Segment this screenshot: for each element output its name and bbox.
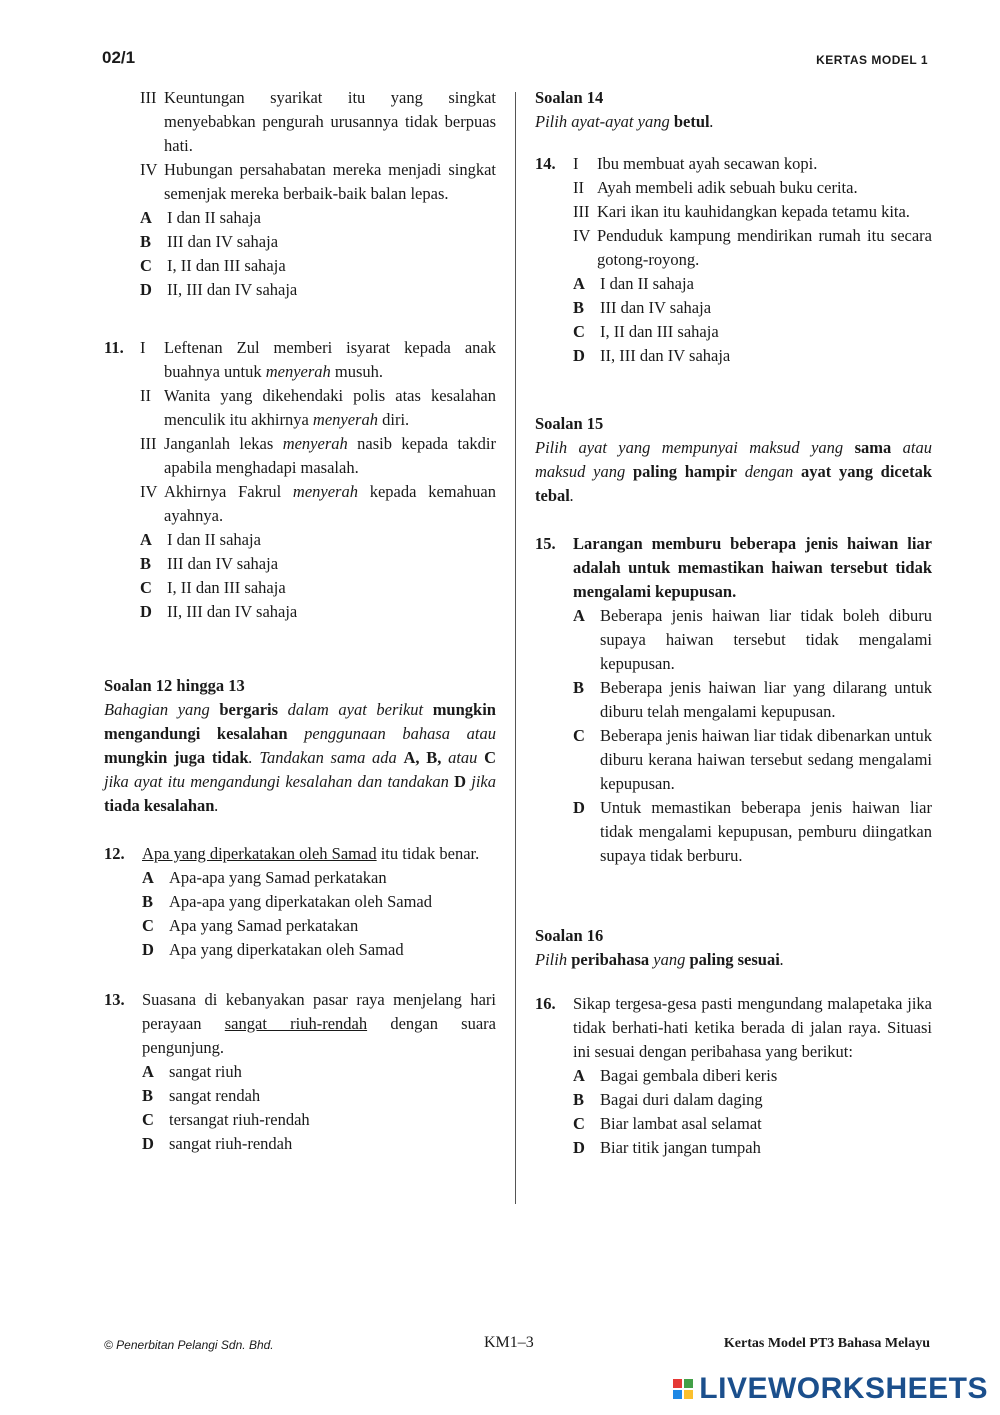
- answer-option-a[interactable]: A Beberapa jenis haiwan liar tidak boleh diburu supaya haiwan tersebut tidak mengalami kepupusan.: [573, 606, 932, 673]
- roman-item: II Ayah membeli adik sebuah buku cerita.: [573, 178, 858, 197]
- answer-option-b[interactable]: B III dan IV sahaja: [140, 554, 279, 573]
- roman-item: IV Penduduk kampung mendirikan rumah itu secara gotong-royong.: [573, 226, 932, 269]
- section-title: Soalan 15: [535, 414, 604, 433]
- answer-option-c[interactable]: C tersangat riuh-rendah: [142, 1110, 310, 1129]
- question-stem: Sikap tergesa-gesa pasti mengundang malapetaka jika tidak berhati-hati ketika berada di jalan raya. Situasi ini sesuai dengan peribahasa yang berikut:: [573, 994, 932, 1061]
- answer-option-d[interactable]: D Untuk memastikan beberapa jenis haiwan liar tidak mengalami kepupusan, pemburu diingatkan supaya tidak berburu.: [573, 798, 932, 865]
- answer-option-a[interactable]: A I dan II sahaja: [140, 208, 261, 227]
- roman-item: I Ibu membuat ayah secawan kopi.: [573, 154, 818, 173]
- section-instructions: Pilih ayat-ayat yang betul.: [535, 112, 714, 131]
- roman-item: I Leftenan Zul memberi isyarat kepada anak buahnya untuk menyerah musuh.: [140, 338, 496, 381]
- question-number: 14.: [535, 154, 556, 173]
- answer-option-d[interactable]: D Apa yang diperkatakan oleh Samad: [142, 940, 404, 959]
- answer-option-c[interactable]: C Biar lambat asal selamat: [573, 1114, 762, 1133]
- logo-square: [673, 1379, 682, 1388]
- question-15: [535, 532, 932, 868]
- section-instructions: Bahagian yang bergaris dalam ayat berikut mungkin mengandungi kesalahan penggunaan bahasa atau mungkin juga tidak. Tandakan sama ada A, B, atau C jika ayat itu mengandungi kesalahan dan tandakan D jika tiada kesalahan.: [104, 700, 497, 815]
- answer-option-c[interactable]: C Apa yang Samad perkatakan: [142, 916, 359, 935]
- answer-option-a[interactable]: A I dan II sahaja: [573, 274, 694, 293]
- footer-publisher: © Penerbitan Pelangi Sdn. Bhd.: [104, 1338, 274, 1352]
- answer-option-a[interactable]: A sangat riuh: [142, 1062, 242, 1081]
- question-number: 11.: [104, 338, 124, 357]
- question-stem: Suasana di kebanyakan pasar raya menjelang hari perayaan sangat riuh-rendah dengan suara pengunjung.: [142, 990, 496, 1057]
- answer-option-d[interactable]: D II, III dan IV sahaja: [573, 346, 731, 365]
- answer-option-d[interactable]: D II, III dan IV sahaja: [140, 602, 298, 621]
- section-16-instructions: [535, 924, 932, 972]
- liveworksheets-watermark: [673, 1372, 988, 1406]
- answer-option-a[interactable]: A I dan II sahaja: [140, 530, 261, 549]
- liveworksheets-logo-icon: [673, 1379, 693, 1399]
- right-column: [535, 86, 932, 1160]
- answer-option-c[interactable]: C Beberapa jenis haiwan liar tidak dibenarkan untuk diburu kerana haiwan tersebut sedang mengalami kepupusan.: [573, 726, 932, 793]
- logo-square: [684, 1390, 693, 1399]
- answer-option-b[interactable]: B Apa-apa yang diperkatakan oleh Samad: [142, 892, 432, 911]
- left-column: [104, 86, 496, 1156]
- answer-option-a[interactable]: A Apa-apa yang Samad perkatakan: [142, 868, 387, 887]
- paper-code: 02/1: [102, 48, 136, 67]
- question-number: 16.: [535, 994, 556, 1013]
- question-stem: Larangan memburu beberapa jenis haiwan liar adalah untuk memastikan haiwan tersebut tidak mengalami kepupusan.: [573, 534, 932, 601]
- section-title: Soalan 16: [535, 926, 604, 945]
- question-14: [535, 152, 932, 368]
- watermark-text: LIVEWORKSHEETS: [699, 1372, 988, 1405]
- answer-option-b[interactable]: B III dan IV sahaja: [573, 298, 712, 317]
- answer-option-d[interactable]: D II, III dan IV sahaja: [140, 280, 298, 299]
- answer-option-a[interactable]: A Bagai gembala diberi keris: [573, 1066, 778, 1085]
- roman-item: III Keuntungan syarikat itu yang singkat menyebabkan pengurah urusannya tidak berpuas hati.: [140, 88, 496, 155]
- roman-item: II Wanita yang dikehendaki polis atas kesalahan menculik itu akhirnya menyerah diri.: [140, 386, 496, 429]
- section-title: Soalan 12 hingga 13: [104, 676, 245, 695]
- footer-book-title: Kertas Model PT3 Bahasa Melayu: [723, 1336, 930, 1351]
- paper-title: KERTAS MODEL 1: [816, 53, 928, 67]
- answer-option-b[interactable]: B Beberapa jenis haiwan liar yang dilarang untuk diburu telah mengalami kepupusan.: [573, 678, 932, 721]
- section-12-13-instructions: [104, 674, 496, 818]
- column-divider: [515, 92, 516, 1204]
- question-16: [535, 992, 932, 1160]
- answer-option-d[interactable]: D sangat riuh-rendah: [142, 1134, 293, 1153]
- roman-item: IV Akhirnya Fakrul menyerah kepada kemahuan ayahnya.: [140, 482, 496, 525]
- question-13: [104, 988, 496, 1156]
- question-stem: Apa yang diperkatakan oleh Samad itu tidak benar.: [142, 844, 480, 863]
- answer-option-d[interactable]: D Biar titik jangan tumpah: [573, 1138, 761, 1157]
- section-title: Soalan 14: [535, 88, 604, 107]
- section-instructions: Pilih ayat yang mempunyai maksud yang sama atau maksud yang paling hampir dengan ayat yang dicetak tebal.: [535, 438, 933, 505]
- q10-continuation: [104, 86, 496, 302]
- logo-square: [684, 1379, 693, 1388]
- question-number: 12.: [104, 844, 125, 863]
- answer-option-c[interactable]: C I, II dan III sahaja: [573, 322, 719, 341]
- answer-option-c[interactable]: C I, II dan III sahaja: [140, 578, 286, 597]
- answer-option-c[interactable]: C I, II dan III sahaja: [140, 256, 286, 275]
- question-12: [104, 842, 496, 962]
- logo-square: [673, 1390, 682, 1399]
- question-number: 15.: [535, 534, 556, 553]
- footer-page-number: KM1–3: [484, 1334, 534, 1351]
- question-number: 13.: [104, 990, 125, 1009]
- answer-option-b[interactable]: B sangat rendah: [142, 1086, 261, 1105]
- section-instructions: Pilih peribahasa yang paling sesuai.: [535, 950, 784, 969]
- roman-item: III Janganlah lekas menyerah nasib kepada takdir apabila menghadapi masalah.: [140, 434, 496, 477]
- answer-option-b[interactable]: B Bagai duri dalam daging: [573, 1090, 763, 1109]
- section-15-instructions: [535, 412, 932, 508]
- question-11: [104, 336, 496, 624]
- roman-item: IV Hubungan persahabatan mereka menjadi singkat semenjak mereka berbaik-baik balan lepas.: [140, 160, 496, 203]
- roman-item: III Kari ikan itu kauhidangkan kepada tetamu kita.: [573, 202, 910, 221]
- answer-option-b[interactable]: B III dan IV sahaja: [140, 232, 279, 251]
- section-14-instructions: [535, 86, 932, 134]
